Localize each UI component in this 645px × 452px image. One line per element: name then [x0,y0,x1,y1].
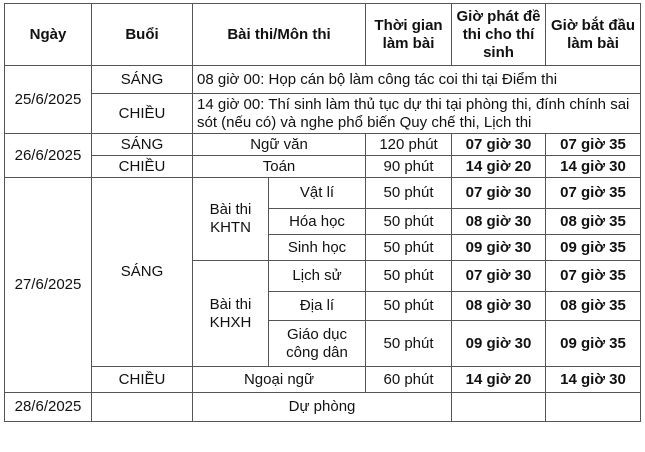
duration-cell: 60 phút [366,367,452,393]
subject-cell: Dự phòng [193,393,452,422]
subject-cell: Giáo dục công dân [269,321,366,367]
subject-cell: Địa lí [269,292,366,321]
duration-cell: 90 phút [366,156,452,178]
paper-time-cell: 08 giờ 30 [452,209,546,235]
header-session: Buổi [92,4,193,66]
paper-time-cell: 07 giờ 30 [452,261,546,292]
table-row [5,66,641,94]
session-cell: CHIỀU [92,367,193,393]
header-subject: Bài thi/Môn thi [193,4,366,66]
duration-cell: 50 phút [366,235,452,261]
subject-cell: Ngữ văn [193,134,366,156]
start-time-cell: 07 giờ 35 [546,134,641,156]
subject-cell: Ngoại ngữ [193,367,366,393]
start-time-cell: 09 giờ 35 [546,321,641,367]
subject-cell: Vật lí [269,178,366,209]
duration-cell: 120 phút [366,134,452,156]
date-cell: 25/6/2025 [5,66,92,134]
paper-time-cell: 09 giờ 30 [452,235,546,261]
header-start-time: Giờ bắt đầu làm bài [546,4,641,66]
table-row [5,367,641,393]
duration-cell: 50 phút [366,292,452,321]
paper-time-cell [452,393,546,422]
paper-time-cell: 07 giờ 30 [452,134,546,156]
start-time-cell: 09 giờ 35 [546,235,641,261]
paper-time-cell: 09 giờ 30 [452,321,546,367]
start-time-cell: 08 giờ 35 [546,292,641,321]
session-cell: SÁNG [92,178,193,367]
note-cell: 14 giờ 00: Thí sinh làm thủ tục dự thi tại phòng thi, đính chính sai sót (nếu có) và nghe phổ biến Quy chế thi, Lịch thi [193,94,641,134]
duration-cell: 50 phút [366,321,452,367]
header-paper-time: Giờ phát đề thi cho thí sinh [452,4,546,66]
duration-cell: 50 phút [366,178,452,209]
start-time-cell: 08 giờ 35 [546,209,641,235]
paper-time-cell: 07 giờ 30 [452,178,546,209]
header-row [5,4,641,66]
session-cell: CHIỀU [92,156,193,178]
exam-schedule-table [4,3,641,422]
session-cell: CHIỀU [92,94,193,134]
note-cell: 08 giờ 00: Họp cán bộ làm công tác coi thi tại Điểm thi [193,66,641,94]
subject-cell: Sinh học [269,235,366,261]
subject-cell: Lịch sử [269,261,366,292]
group-cell-khxh: Bài thi KHXH [193,261,269,367]
start-time-cell [546,393,641,422]
group-cell-khtn: Bài thi KHTN [193,178,269,261]
paper-time-cell: 08 giờ 30 [452,292,546,321]
session-cell: SÁNG [92,66,193,94]
paper-time-cell: 14 giờ 20 [452,367,546,393]
date-cell: 27/6/2025 [5,178,92,393]
table-row [5,134,641,156]
date-cell: 28/6/2025 [5,393,92,422]
table-row [5,94,641,134]
date-cell: 26/6/2025 [5,134,92,178]
start-time-cell: 14 giờ 30 [546,156,641,178]
start-time-cell: 07 giờ 35 [546,178,641,209]
table-row [5,156,641,178]
table-row [5,178,641,209]
header-date: Ngày [5,4,92,66]
subject-cell: Hóa học [269,209,366,235]
header-duration: Thời gian làm bài [366,4,452,66]
duration-cell: 50 phút [366,261,452,292]
duration-cell: 50 phút [366,209,452,235]
start-time-cell: 07 giờ 35 [546,261,641,292]
session-cell: SÁNG [92,134,193,156]
subject-cell: Toán [193,156,366,178]
paper-time-cell: 14 giờ 20 [452,156,546,178]
table-row [5,393,641,422]
session-cell [92,393,193,422]
start-time-cell: 14 giờ 30 [546,367,641,393]
